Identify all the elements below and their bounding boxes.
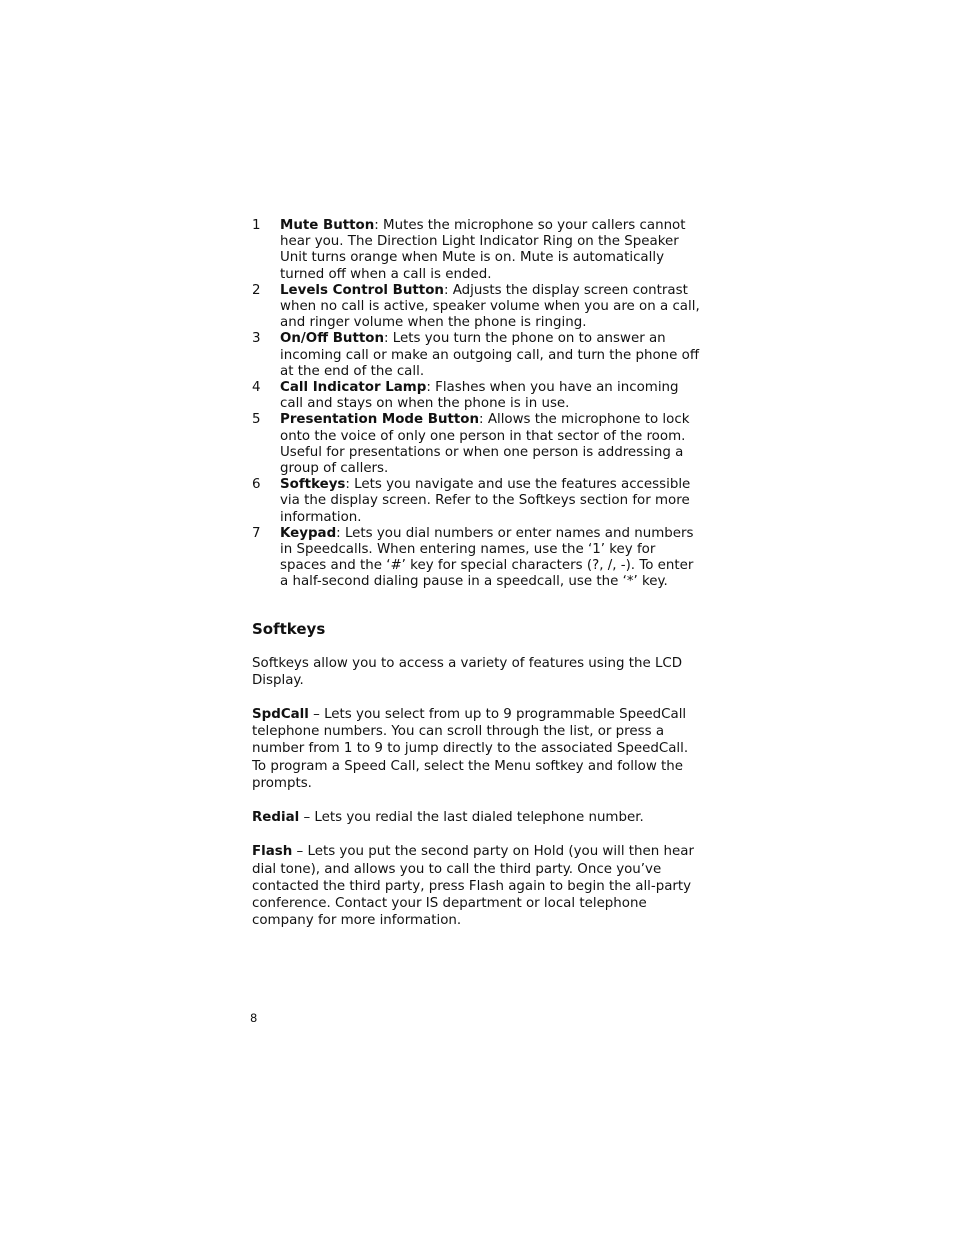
list-item-1 (252, 218, 702, 283)
item-body (280, 526, 702, 591)
item-body (280, 331, 702, 380)
item-number: 5 (252, 412, 261, 428)
item-text: : Mutes the microphone so your callers cannot hear you. The Direction Light Indicator Ring on the Speaker Unit turns orange when Mute is on. Mute is automatically turned off when a call is ended. (280, 218, 686, 282)
list-item-6 (252, 477, 702, 526)
list-item-2 (252, 283, 702, 332)
item-body (280, 412, 702, 477)
item-term: Presentation Mode Button (280, 412, 480, 428)
item-text: : Adjusts the display screen contrast when no call is active, speaker volume when you are on a call, and ringer volume when the phone is ringing. (280, 282, 700, 331)
item-term: Levels Control Button (280, 282, 444, 298)
item-number: 7 (252, 525, 261, 541)
item-term: Keypad (280, 525, 337, 541)
item-body (280, 477, 702, 526)
entry-text: – Lets you put the second party on Hold (you will then hear dial tone), and allows you to call the third party. Once you’ve contacted the third party, press Flash again to begin the all-party conference. Contact your IS department or local telephone company for more information. (252, 844, 694, 929)
item-term: Softkeys (280, 477, 346, 493)
softkey-entry-redial (252, 809, 702, 826)
item-text: : Lets you turn the phone on to answer an incoming call or make an outgoing call, and turn the phone off at the end of the call. (280, 331, 700, 379)
item-number: 2 (252, 282, 261, 298)
item-number: 6 (252, 477, 261, 493)
entry-text: – Lets you redial the last dialed telephone number. (299, 810, 644, 826)
item-body (280, 218, 702, 283)
entry-term: SpdCall (252, 707, 309, 723)
item-text: : Lets you dial numbers or enter names and numbers in Speedcalls. When entering names, use the ‘1’ key for spaces and the ‘#’ key for special characters (?, /, -). To enter a half-second dialing pause in a speedcall, use the ‘*’ key. (280, 525, 694, 590)
item-number: 3 (252, 331, 261, 347)
item-body (280, 283, 702, 332)
list-item-4 (252, 380, 702, 412)
section-heading: Softkeys (252, 619, 326, 638)
page-number: 8 (250, 1011, 258, 1025)
softkey-entry-flash (252, 843, 702, 929)
item-text: : Flashes when you have an incoming call and stays on when the phone is in use. (280, 380, 679, 412)
item-term: Mute Button (280, 218, 375, 233)
entry-term: Redial (252, 810, 300, 826)
item-text: : Lets you navigate and use the features accessible via the display screen. Refer to the Softkeys section for more information. (280, 477, 691, 525)
list-item-5 (252, 412, 702, 477)
list-item-7 (252, 526, 702, 591)
item-number: 1 (252, 218, 261, 233)
softkey-entry-spdcall (252, 706, 702, 792)
item-term: On/Off Button (280, 331, 384, 347)
item-body (280, 380, 702, 412)
entry-text: – Lets you select from up to 9 programmable SpeedCall telephone numbers. You can scroll through the list, or press a number from 1 to 9 to jump directly to the associated SpeedCall. To program a Speed Call, select the Menu softkey and follow the prompts. (252, 707, 689, 791)
entry-term: Flash (252, 844, 293, 860)
section-intro: Softkeys allow you to access a variety of features using the LCD Display. (252, 655, 683, 688)
page-content (252, 218, 702, 929)
item-text: : Allows the microphone to lock onto the voice of only one person in that sector of the room. Useful for presentations or when one person is addressing a group of callers. (280, 412, 690, 477)
item-term: Call Indicator Lamp (280, 380, 427, 396)
item-number: 4 (252, 380, 261, 396)
list-item-3 (252, 331, 702, 380)
